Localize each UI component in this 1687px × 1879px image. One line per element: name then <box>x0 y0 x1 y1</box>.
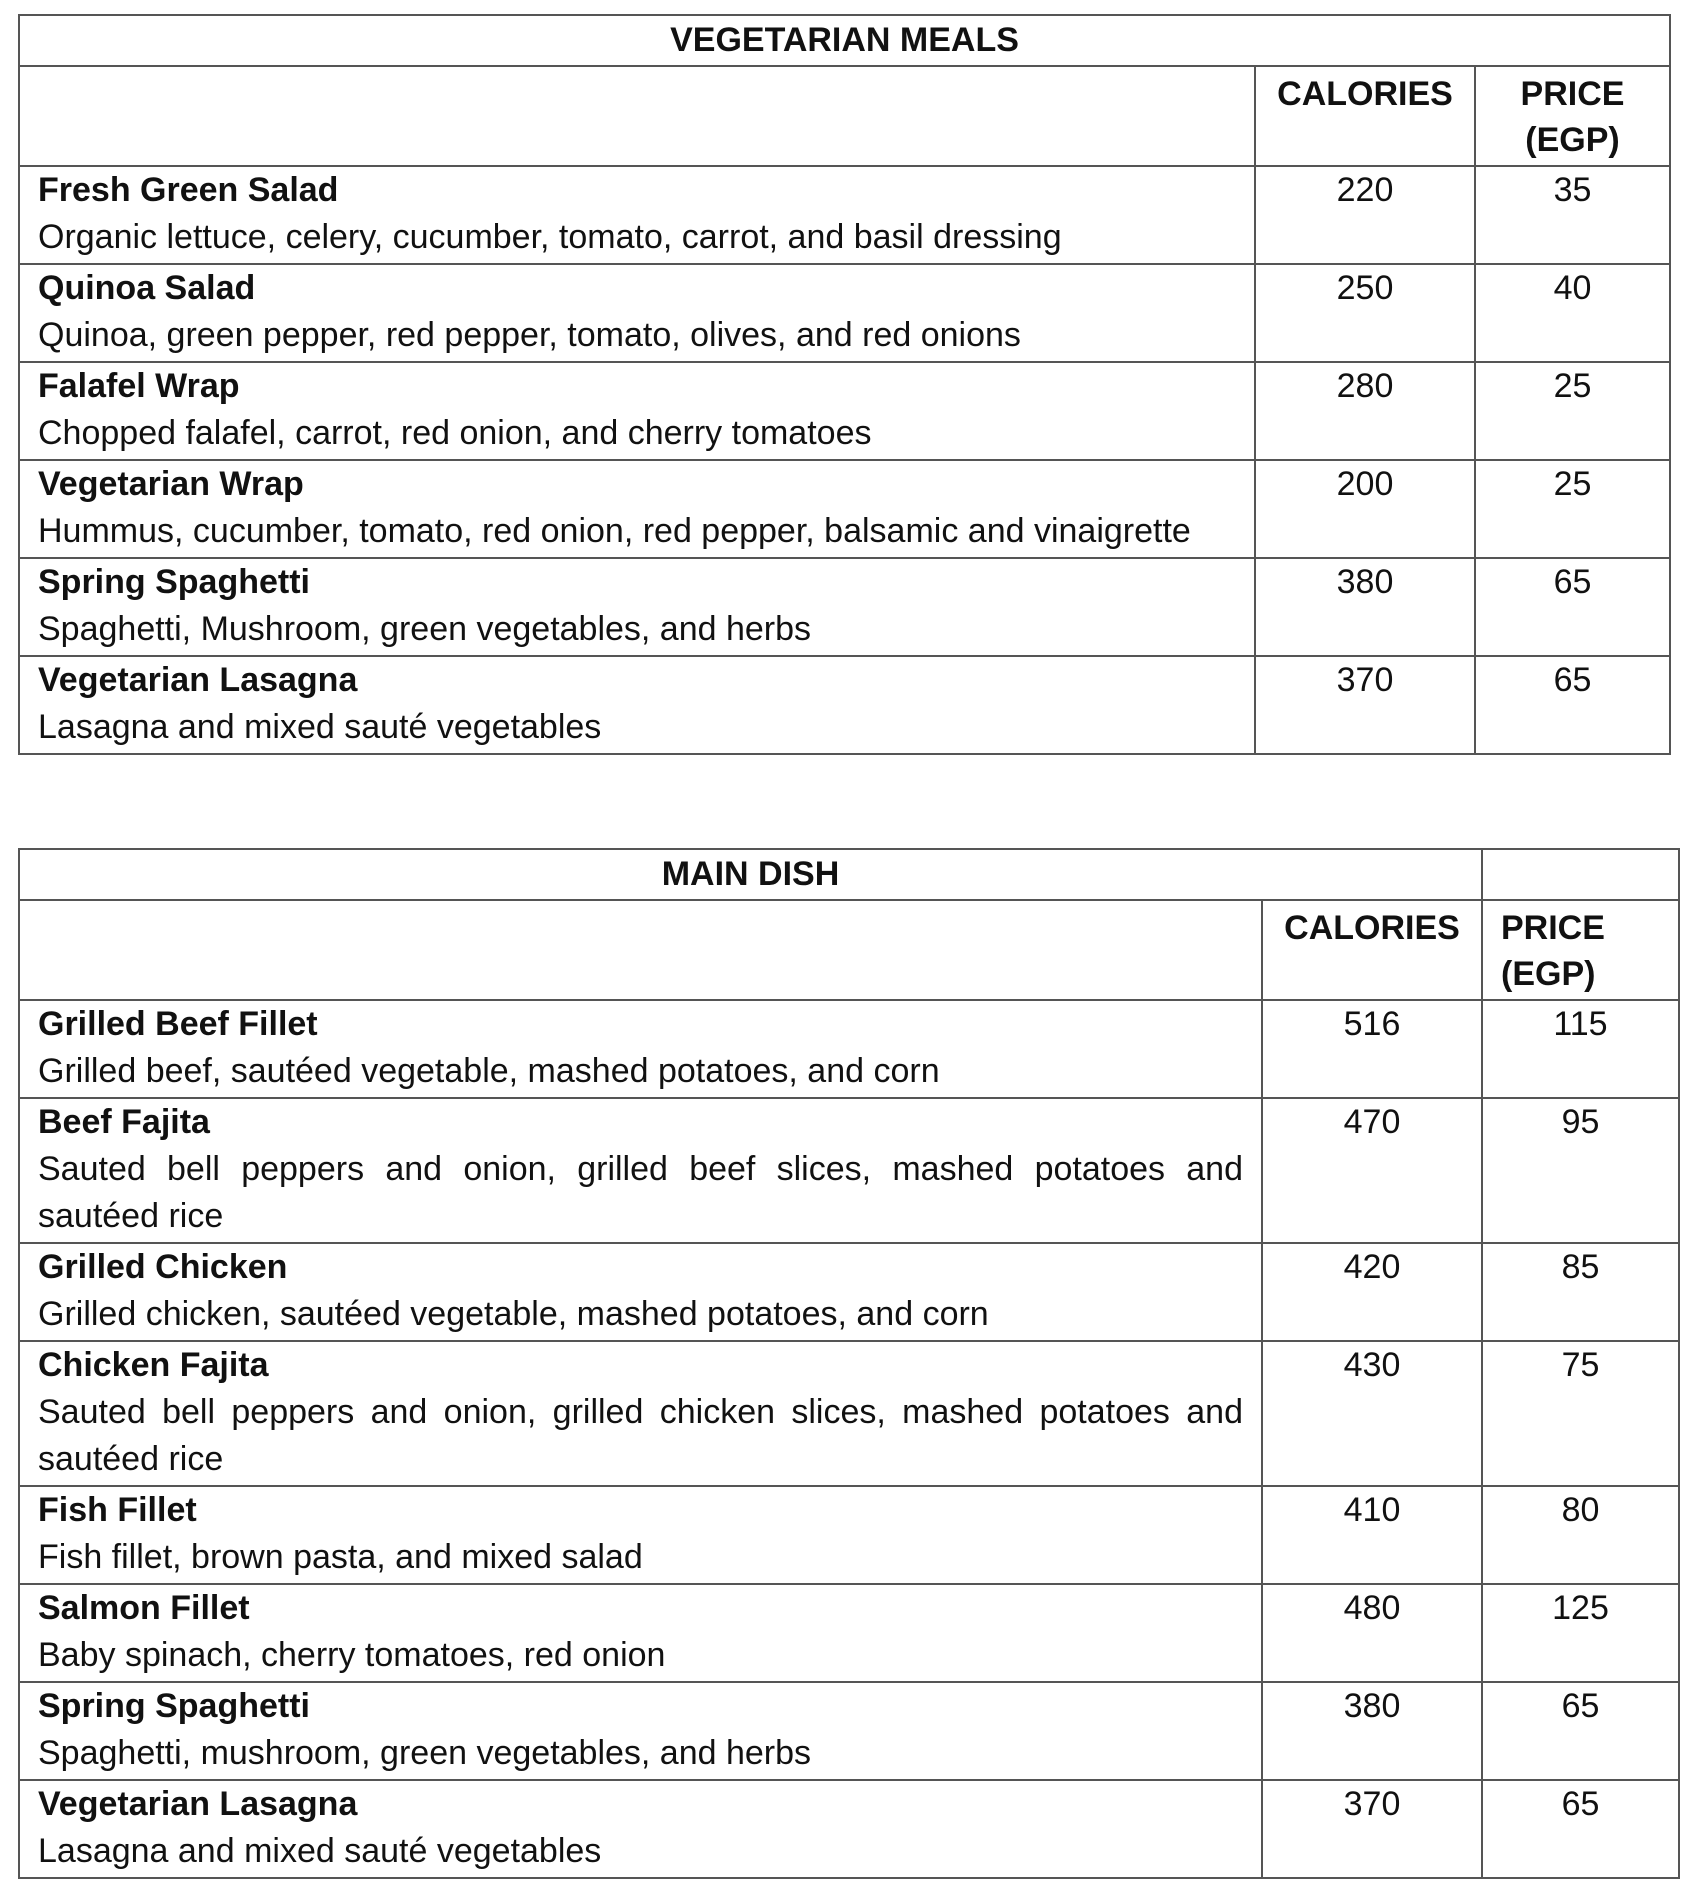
menu-item-row <box>19 1000 1679 1098</box>
menu-item-cell <box>19 166 1255 264</box>
section-title-spacer <box>1482 849 1679 900</box>
menu-item-name: Vegetarian Lasagna <box>38 1785 358 1823</box>
menu-item-name: Grilled Chicken <box>38 1248 288 1286</box>
menu-item-name: Fresh Green Salad <box>38 171 339 209</box>
menu-item-description: Lasagna and mixed sauté vegetables <box>38 1832 602 1870</box>
menu-item-description: Fish fillet, brown pasta, and mixed salad <box>38 1538 643 1576</box>
menu-item-calories: 280 <box>1255 362 1475 460</box>
menu-item-price: 75 <box>1482 1341 1679 1486</box>
menu-item-description: Grilled chicken, sautéed vegetable, mashed potatoes, and corn <box>38 1295 989 1333</box>
menu-item-description: Sauted bell peppers and onion, grilled chicken slices, mashed potatoes and sautéed rice <box>38 1393 1243 1478</box>
menu-item-price: 65 <box>1482 1682 1679 1780</box>
menu-item-name: Falafel Wrap <box>38 367 240 405</box>
menu-item-name: Spring Spaghetti <box>38 1687 310 1725</box>
currency-label: (EGP) <box>1501 955 1596 993</box>
column-header-row <box>19 66 1670 166</box>
menu-item-calories: 480 <box>1262 1584 1482 1682</box>
menu-item-cell <box>19 362 1255 460</box>
menu-item-price: 35 <box>1475 166 1670 264</box>
menu-item-calories: 420 <box>1262 1243 1482 1341</box>
menu-item-description: Lasagna and mixed sauté vegetables <box>38 708 602 746</box>
menu-item-cell <box>19 264 1255 362</box>
menu-item-name: Beef Fajita <box>38 1103 210 1141</box>
item-column-header <box>19 900 1262 1000</box>
menu-item-row <box>19 656 1670 754</box>
menu-item-row <box>19 1243 1679 1341</box>
column-header-row <box>19 900 1679 1000</box>
menu-item-cell <box>19 1486 1262 1584</box>
menu-item-calories: 516 <box>1262 1000 1482 1098</box>
calories-column-header: CALORIES <box>1255 66 1475 166</box>
price-label: PRICE <box>1501 909 1605 947</box>
menu-item-cell <box>19 1243 1262 1341</box>
price-column-header <box>1482 900 1679 1000</box>
menu-item-cell <box>19 1098 1262 1243</box>
menu-item-row <box>19 362 1670 460</box>
price-column-header <box>1475 66 1670 166</box>
menu-item-price: 85 <box>1482 1243 1679 1341</box>
menu-item-calories: 220 <box>1255 166 1475 264</box>
menu-item-row <box>19 1341 1679 1486</box>
menu-item-name: Quinoa Salad <box>38 269 256 307</box>
section-title-row <box>19 849 1679 900</box>
menu-item-name: Vegetarian Lasagna <box>38 661 358 699</box>
menu-item-cell <box>19 656 1255 754</box>
menu-item-row <box>19 166 1670 264</box>
menu-item-calories: 470 <box>1262 1098 1482 1243</box>
menu-item-price: 115 <box>1482 1000 1679 1098</box>
menu-item-calories: 430 <box>1262 1341 1482 1486</box>
menu-item-name: Salmon Fillet <box>38 1589 250 1627</box>
menu-item-price: 65 <box>1482 1780 1679 1878</box>
menu-item-cell <box>19 558 1255 656</box>
menu-item-price: 95 <box>1482 1098 1679 1243</box>
menu-item-calories: 380 <box>1262 1682 1482 1780</box>
item-column-header <box>19 66 1255 166</box>
menu-item-row <box>19 558 1670 656</box>
menu-item-description: Spaghetti, mushroom, green vegetables, and herbs <box>38 1734 812 1772</box>
menu-item-cell <box>19 1780 1262 1878</box>
menu-item-price: 65 <box>1475 656 1670 754</box>
menu-item-description: Organic lettuce, celery, cucumber, tomato, carrot, and basil dressing <box>38 218 1062 256</box>
section-title: MAIN DISH <box>19 849 1482 900</box>
menu-item-description: Spaghetti, Mushroom, green vegetables, and herbs <box>38 610 812 648</box>
menu-item-row <box>19 460 1670 558</box>
menu-item-row <box>19 1486 1679 1584</box>
menu-item-description: Hummus, cucumber, tomato, red onion, red pepper, balsamic and vinaigrette <box>38 512 1191 550</box>
main-dish-table <box>18 848 1680 1879</box>
menu-item-calories: 200 <box>1255 460 1475 558</box>
menu-item-description: Baby spinach, cherry tomatoes, red onion <box>38 1636 666 1674</box>
menu-item-row <box>19 1098 1679 1243</box>
menu-item-price: 25 <box>1475 460 1670 558</box>
calories-column-header: CALORIES <box>1262 900 1482 1000</box>
menu-item-name: Grilled Beef Fillet <box>38 1005 318 1043</box>
menu-item-row <box>19 1584 1679 1682</box>
menu-item-calories: 410 <box>1262 1486 1482 1584</box>
vegetarian-meals-table <box>18 14 1671 755</box>
menu-item-price: 80 <box>1482 1486 1679 1584</box>
menu-item-price: 125 <box>1482 1584 1679 1682</box>
menu-item-description: Quinoa, green pepper, red pepper, tomato, olives, and red onions <box>38 316 1021 354</box>
menu-item-description: Sauted bell peppers and onion, grilled beef slices, mashed potatoes and sautéed rice <box>38 1150 1243 1235</box>
menu-item-calories: 370 <box>1255 656 1475 754</box>
menu-item-row <box>19 264 1670 362</box>
menu-item-row <box>19 1780 1679 1878</box>
menu-item-calories: 370 <box>1262 1780 1482 1878</box>
menu-item-price: 25 <box>1475 362 1670 460</box>
menu-item-cell <box>19 1584 1262 1682</box>
menu-item-cell <box>19 1682 1262 1780</box>
menu-item-name: Chicken Fajita <box>38 1346 269 1384</box>
menu-item-cell <box>19 1000 1262 1098</box>
menu-item-description: Chopped falafel, carrot, red onion, and cherry tomatoes <box>38 414 872 452</box>
menu-item-cell <box>19 460 1255 558</box>
menu-item-description: Grilled beef, sautéed vegetable, mashed potatoes, and corn <box>38 1052 940 1090</box>
price-label: PRICE <box>1520 75 1625 113</box>
menu-item-cell <box>19 1341 1262 1486</box>
menu-item-name: Vegetarian Wrap <box>38 465 304 503</box>
section-title-row <box>19 15 1670 66</box>
menu-item-price: 40 <box>1475 264 1670 362</box>
menu-item-calories: 250 <box>1255 264 1475 362</box>
currency-label: (EGP) <box>1525 121 1620 159</box>
menu-item-price: 65 <box>1475 558 1670 656</box>
menu-item-row <box>19 1682 1679 1780</box>
section-title: VEGETARIAN MEALS <box>19 15 1670 66</box>
menu-item-calories: 380 <box>1255 558 1475 656</box>
menu-item-name: Fish Fillet <box>38 1491 197 1529</box>
menu-item-name: Spring Spaghetti <box>38 563 310 601</box>
